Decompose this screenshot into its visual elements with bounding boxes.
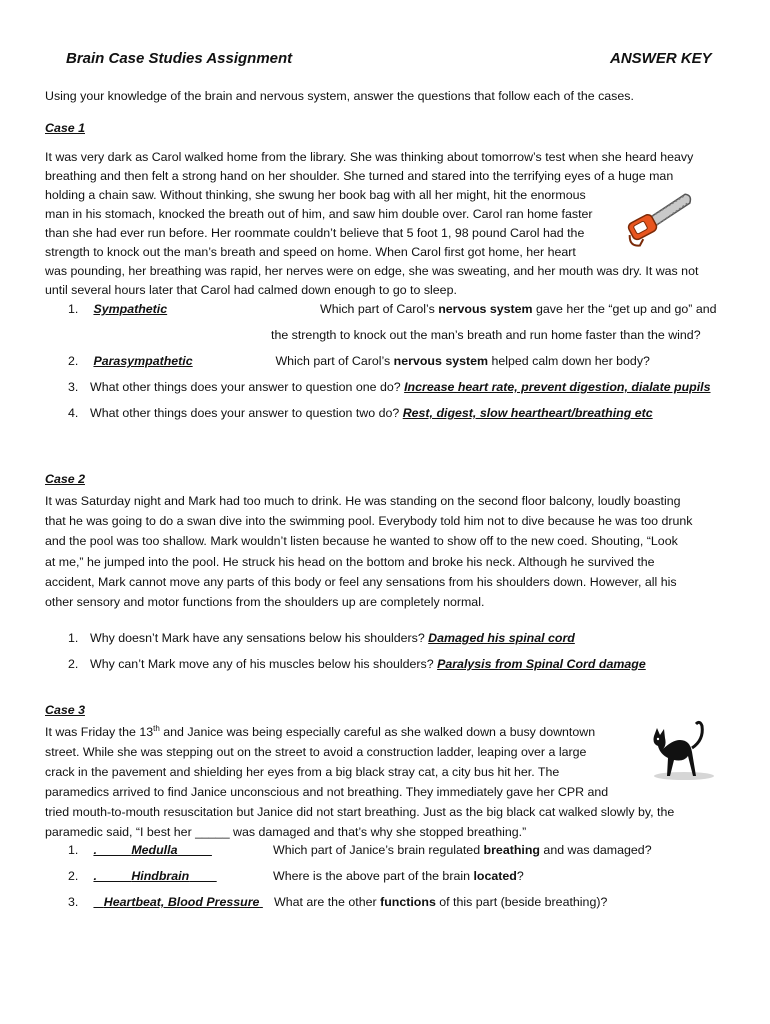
case1-line: breathing and then felt a strong hand on her shoulder. She turned and stared into the terrifying eyes of a huge man [45,169,674,183]
page-title: Brain Case Studies Assignment [66,50,293,67]
case2-line: other sensory and motor functions from the shoulders up are completely normal. [45,595,485,610]
chainsaw-icon [622,188,702,250]
question-number: 2. [68,354,79,368]
black-cat-icon [640,718,720,782]
case2-line: It was Saturday night and Mark had too much to drink. He was standing on the second floor balcony, loudly boasting [45,494,681,508]
case3-narrative [45,722,674,842]
question-number: 2. [68,869,79,883]
case2-question-1: 1. Why doesn’t Mark have any sensations below his shoulders? Damaged his spinal cord [68,631,575,645]
case1-question-1 [68,302,229,316]
case3-question-3 [68,895,263,909]
case1-narrative [45,148,698,300]
case2-line: that he was going to do a swan dive into the swimming pool. Everybody told him not to dive because he was too drunk [45,514,693,529]
case2-line: and the pool was too shallow. Mark wouldn’t listen because he wanted to show off to the new coed. Shouting, “Look [45,534,678,549]
case3-question-1-text: Which part of Janice’s brain regulated breathing and was damaged? [273,843,652,857]
case3-question-2 [68,869,229,883]
answer-blank: Parasympathetic [93,354,193,368]
case2-narrative [45,491,692,612]
question-number: 4. [68,406,79,420]
question-number: 1. [68,631,79,645]
case3-line: crack in the pavement and shielding her eyes from a big black stray cat, a city bus hit her. The [45,765,560,779]
case2-line: at me,” he jumped into the pool. He struck his head on the bottom and broke his neck. Although he survived the [45,554,655,569]
case1-line: strength to knock out the man’s breath and speed on home. When Carol first got home, her heart [45,245,576,259]
case3-line: paramedic said, “I best her _____ was damaged and that’s why she stopped breathing.” [45,825,527,839]
case1-question-2: 2. Parasympathetic Which part of Carol’s nervous system helped calm down her body? [68,354,650,368]
question-number: 1. [68,302,79,316]
case1-line: was pounding, her breathing was rapid, her nerves were on edge, she was sweating, and her mouth was dry. It was not [45,264,699,278]
case1-question-4: 4. What other things does your answer to question two do? Rest, digest, slow heartheart/breathing etc [68,406,653,420]
case1-line: until several hours later that Carol had calmed down enough to go to sleep. [45,283,457,297]
case1-question-1-text: Which part of Carol’s nervous system gave her the “get up and go” and [320,302,717,316]
intro-text: Using your knowledge of the brain and nervous system, answer the questions that follow each of the cases. [45,89,634,103]
answer-blank: . Medulla [93,843,178,857]
case1-line: than she had ever run before. Her roommate couldn’t believe that 5 foot 1, 98 pound Carol had the [45,226,585,240]
answer-blank: Increase heart rate, prevent digestion, dialate pupils [404,380,711,394]
case1-line: It was very dark as Carol walked home from the library. She was thinking about tomorrow’s test when she heard heavy [45,150,694,164]
case2-question-2: 2. Why can’t Mark move any of his muscles below his shoulders? Paralysis from Spinal Cord damage [68,657,646,671]
case3-question-2-text: Where is the above part of the brain located? [273,869,524,883]
answer-blank: Heartbeat, Blood Pressure [103,895,260,909]
answer-blank: Damaged his spinal cord [428,631,575,645]
case1-heading: Case 1 [45,121,85,135]
answer-blank: Paralysis from Spinal Cord damage [437,657,646,671]
case3-question-3-text: What are the other functions of this part (beside breathing)? [274,895,608,909]
case1-question-3: 3. What other things does your answer to question one do? Increase heart rate, prevent digestion, dialate pupils [68,380,711,394]
answer-key-label: ANSWER KEY [610,50,712,67]
case3-line: paramedics arrived to find Janice unconscious and not breathing. They immediately gave her CPR and [45,785,609,799]
question-number: 3. [68,895,79,909]
question-number: 2. [68,657,79,671]
case1-line: man in his stomach, knocked the breath out of him, and saw him double over. Carol ran home faster [45,207,593,221]
question-number: 3. [68,380,79,394]
case3-line: It was Friday the 13th and Janice was being especially careful as she walked down a busy downtown [45,723,596,739]
answer-blank: . Hindbrain [93,869,190,883]
case2-heading: Case 2 [45,472,85,486]
case3-line: street. While she was stepping out on the street to avoid a construction ladder, leaping over a large [45,745,587,759]
case3-line: tried mouth-to-mouth resuscitation but Janice did not start breathing. Just as the big black cat walked slowly by, the [45,805,675,819]
case1-line: holding a chain saw. Without thinking, she swung her book bag with all her might, hit the enormous [45,188,586,202]
answer-blank: Sympathetic [93,302,168,316]
case3-question-1 [68,843,229,857]
question-number: 1. [68,843,79,857]
case2-line: accident, Mark cannot move any parts of this body or feel any sensations from his shoulders down. However, all his [45,574,677,589]
case3-heading: Case 3 [45,703,85,717]
case1-question-1-continued: the strength to knock out the man’s breath and run home faster than the wind? [271,328,701,342]
answer-blank: Rest, digest, slow heartheart/breathing etc [402,406,653,420]
